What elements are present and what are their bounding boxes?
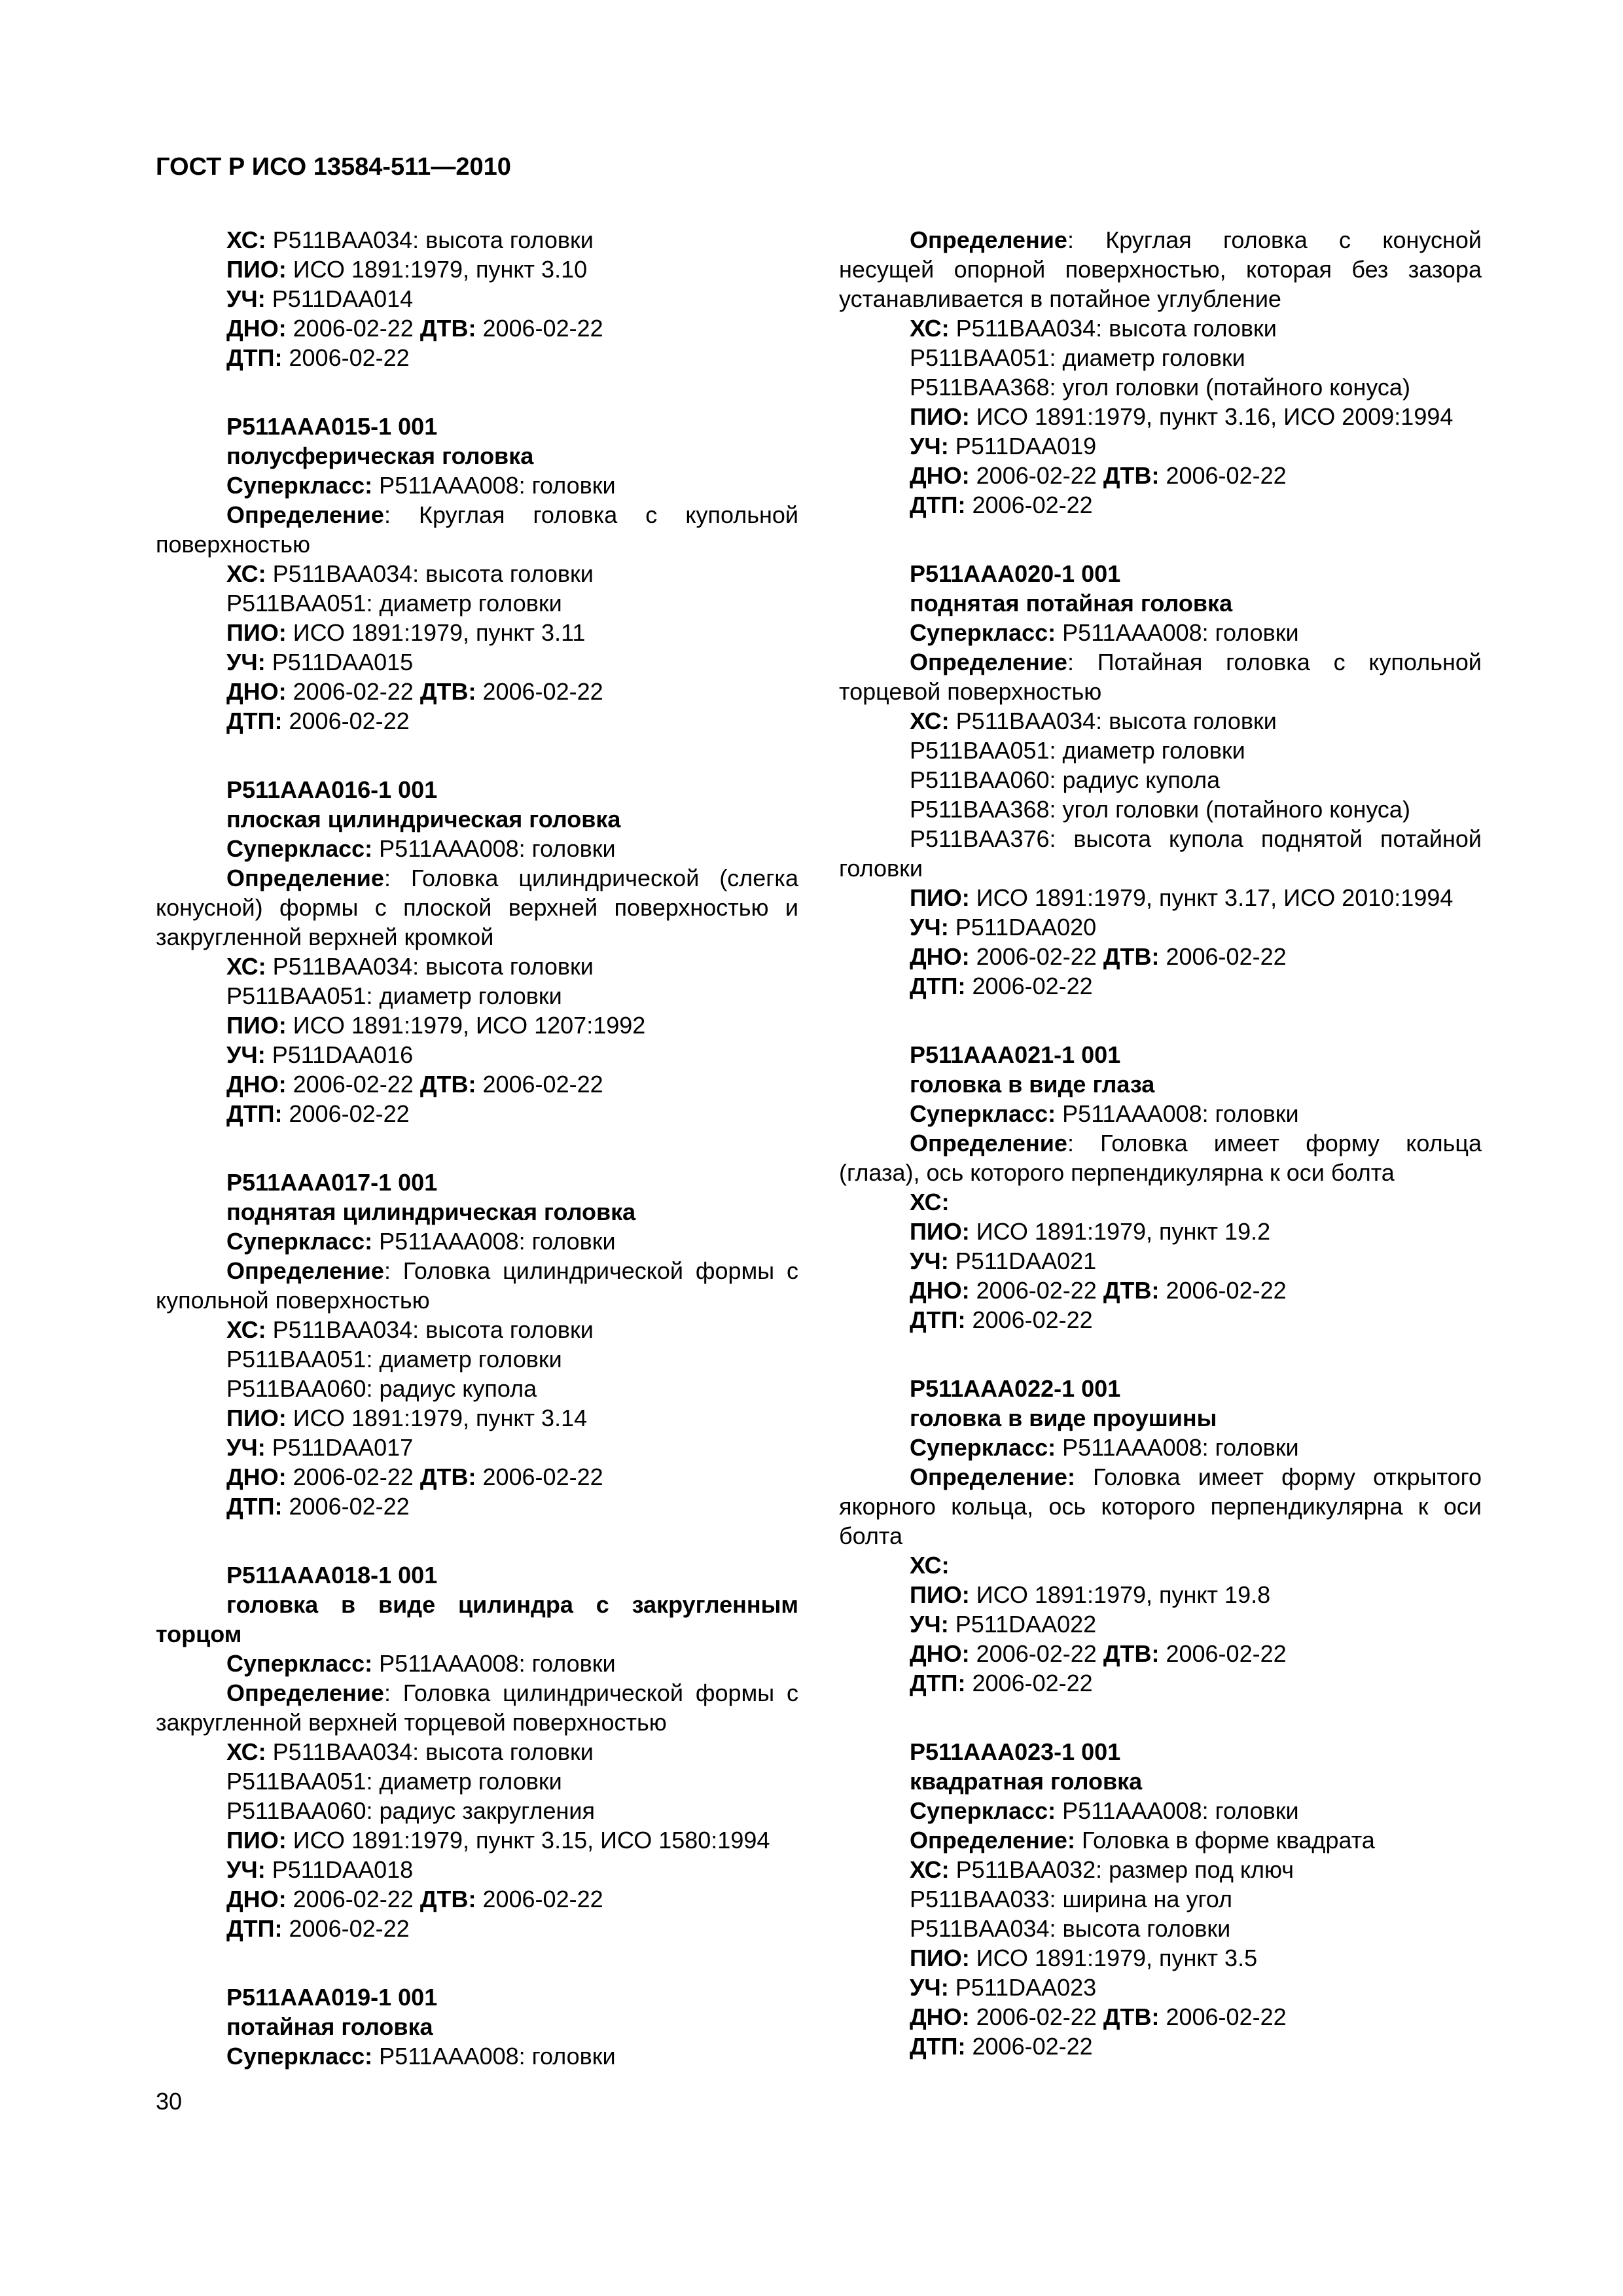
- uch-label: УЧ:: [226, 1856, 266, 1883]
- dtv-value: 2006-02-22: [1166, 462, 1287, 489]
- definition-text: : Головка имеет форму кольца (глаза), ось которого перпендикулярна к оси болта: [839, 1130, 1482, 1186]
- superclass-value: P511AAA008: головки: [379, 1228, 616, 1255]
- uch-label: УЧ:: [226, 285, 266, 312]
- superclass-value: P511AAA008: головки: [379, 1650, 616, 1677]
- dtv-value: 2006-02-22: [482, 678, 603, 705]
- hc-value: P511BAA051: диаметр головки: [226, 1346, 562, 1372]
- uch-label: УЧ:: [226, 1041, 266, 1068]
- entry-code: P511AAA023-1 001: [910, 1738, 1121, 1765]
- entry-p511aaa019: [156, 1982, 798, 2071]
- hc-value: P511BAA060: радиус купола: [910, 766, 1221, 793]
- dtp-value: 2006-02-22: [972, 973, 1093, 999]
- dtp-value: 2006-02-22: [972, 492, 1093, 518]
- dtv-label: ДТВ:: [1103, 1640, 1160, 1667]
- dtp-value: 2006-02-22: [289, 708, 410, 734]
- pio-label: ПИО:: [226, 1012, 287, 1039]
- dno-label: ДНО:: [226, 1071, 287, 1098]
- dno-label: ДНО:: [910, 462, 970, 489]
- entry-continuation-014: [156, 225, 798, 372]
- entry-p511aaa018: [156, 1560, 798, 1943]
- uch-value: P511DAA015: [272, 649, 414, 675]
- dno-value: 2006-02-22: [293, 678, 414, 705]
- dtp-label: ДТП:: [910, 492, 966, 518]
- pio-label: ПИО:: [226, 256, 287, 283]
- dno-label: ДНО:: [226, 315, 287, 342]
- entry-name: головка в виде глаза: [910, 1071, 1155, 1098]
- pio-value: ИСО 1891:1979, пункт 3.11: [293, 619, 586, 646]
- hc-label: ХС:: [910, 1552, 950, 1579]
- entry-p511aaa017: [156, 1168, 798, 1521]
- entry-name: квадратная головка: [910, 1768, 1143, 1795]
- dtv-label: ДТВ:: [1103, 2003, 1160, 2030]
- dtv-label: ДТВ:: [419, 1886, 476, 1912]
- definition: [839, 647, 1482, 706]
- superclass-label: Суперкласс:: [226, 1228, 373, 1255]
- pio-label: ПИО:: [226, 1405, 287, 1431]
- uch-value: P511DAA017: [272, 1434, 414, 1461]
- hc-label: ХС:: [226, 1738, 266, 1765]
- right-column: [839, 225, 1482, 2061]
- hc-value: P511BAA368: угол головки (потайного конуса): [910, 374, 1410, 401]
- dtp-value: 2006-02-22: [972, 2033, 1093, 2060]
- hc-value: P511BAA033: ширина на угол: [910, 1886, 1233, 1912]
- hc-value: P511BAA051: диаметр головки: [910, 344, 1245, 371]
- dtp-value: 2006-02-22: [289, 344, 410, 371]
- hc-value: P511BAA376: высота купола поднятой потайной головки: [839, 825, 1482, 882]
- pio-value: ИСО 1891:1979, пункт 3.15, ИСО 1580:1994: [293, 1827, 770, 1854]
- definition-text: : Головка цилиндрической (слегка конусной) формы с плоской верхней поверхностью и закругленной верхней кромкой: [156, 865, 798, 950]
- dno-value: 2006-02-22: [976, 1640, 1097, 1667]
- dtp-label: ДТП:: [910, 1670, 966, 1696]
- dtp-label: ДТП:: [226, 344, 283, 371]
- entry-code: P511AAA017-1 001: [226, 1169, 438, 1196]
- entry-name: поднятая цилиндрическая головка: [226, 1198, 636, 1225]
- dtv-label: ДТВ:: [1103, 462, 1160, 489]
- definition-label: Определение: [226, 1257, 384, 1284]
- entry-name: потайная головка: [226, 2013, 433, 2040]
- uch-label: УЧ:: [910, 1974, 949, 2001]
- definition-text: : Потайная головка с купольной торцевой поверхностью: [839, 649, 1482, 705]
- dno-value: 2006-02-22: [293, 1886, 414, 1912]
- hc-value: P511BAA051: диаметр головки: [910, 737, 1245, 764]
- entry-name: поднятая потайная головка: [910, 590, 1233, 617]
- entry-p511aaa016: [156, 775, 798, 1128]
- uch-label: УЧ:: [910, 433, 949, 459]
- definition-text: : Круглая головка с купольной поверхностью: [156, 501, 798, 558]
- superclass-label: Суперкласс:: [226, 1650, 373, 1677]
- entry-code: P511AAA015-1 001: [226, 413, 438, 440]
- pio-value: ИСО 1891:1979, пункт 19.2: [976, 1218, 1271, 1245]
- pio-label: ПИО:: [910, 884, 970, 911]
- definition-text: Головка в форме квадрата: [1075, 1827, 1375, 1854]
- uch-value: P511DAA018: [272, 1856, 414, 1883]
- superclass-value: P511AAA008: головки: [1062, 1434, 1299, 1461]
- document-header: ГОСТ Р ИСО 13584-511—2010: [156, 153, 511, 181]
- dtp-label: ДТП:: [226, 1100, 283, 1127]
- dno-value: 2006-02-22: [976, 943, 1097, 970]
- hc-value: P511BAA034: высота головки: [955, 708, 1277, 734]
- pio-value: ИСО 1891:1979, пункт 3.5: [976, 1945, 1258, 1971]
- dno-label: ДНО:: [910, 1640, 970, 1667]
- superclass-value: P511AAA008: головки: [1062, 1797, 1299, 1824]
- dtv-value: 2006-02-22: [482, 1886, 603, 1912]
- dtv-label: ДТВ:: [1103, 943, 1160, 970]
- hc-label: ХС:: [226, 953, 266, 980]
- dtv-value: 2006-02-22: [482, 315, 603, 342]
- dno-label: ДНО:: [910, 2003, 970, 2030]
- definition: [156, 500, 798, 559]
- hc-label: ХС:: [226, 560, 266, 587]
- definition-label: Определение: [910, 1130, 1067, 1157]
- entry-code: P511AAA022-1 001: [910, 1375, 1121, 1402]
- entry-code: P511AAA018-1 001: [226, 1562, 438, 1588]
- hc-value: P511BAA034: высота головки: [272, 560, 594, 587]
- dtv-value: 2006-02-22: [1166, 1277, 1287, 1304]
- hc-label: ХС:: [226, 1316, 266, 1343]
- definition: [839, 1128, 1482, 1187]
- hc-value: P511BAA368: угол головки (потайного конуса): [910, 796, 1410, 823]
- hc-value: P511BAA034: высота головки: [955, 315, 1277, 342]
- hc-value: P511BAA051: диаметр головки: [226, 982, 562, 1009]
- dtp-value: 2006-02-22: [289, 1493, 410, 1520]
- dtp-value: 2006-02-22: [289, 1100, 410, 1127]
- entry-code: P511AAA019-1 001: [226, 1984, 438, 2011]
- definition-label: Определение: [226, 865, 384, 891]
- dtp-label: ДТП:: [226, 708, 283, 734]
- dtv-value: 2006-02-22: [482, 1071, 603, 1098]
- dtp-value: 2006-02-22: [972, 1670, 1093, 1696]
- uch-label: УЧ:: [910, 1247, 949, 1274]
- superclass-value: P511AAA008: головки: [1062, 1100, 1299, 1127]
- dno-label: ДНО:: [910, 1277, 970, 1304]
- definition-label: Определение:: [910, 1827, 1075, 1854]
- definition-label: Определение:: [910, 1463, 1075, 1490]
- entry-p511aaa022: [839, 1374, 1482, 1698]
- entry-code: P511AAA020-1 001: [910, 560, 1121, 587]
- hc-value: P511BAA034: высота головки: [910, 1915, 1231, 1942]
- hc-value: P511BAA034: высота головки: [272, 953, 594, 980]
- entry-name: плоская цилиндрическая головка: [226, 806, 621, 833]
- dtv-label: ДТВ:: [419, 315, 476, 342]
- page-number: 30: [156, 2088, 183, 2115]
- dtp-value: 2006-02-22: [972, 1306, 1093, 1333]
- dtv-value: 2006-02-22: [1166, 2003, 1287, 2030]
- dno-label: ДНО:: [226, 1463, 287, 1490]
- dtp-label: ДТП:: [226, 1493, 283, 1520]
- superclass-label: Суперкласс:: [226, 835, 373, 862]
- hc-label: ХС:: [910, 315, 950, 342]
- superclass-label: Суперкласс:: [226, 2043, 373, 2070]
- hc-label: ХС:: [910, 1189, 950, 1215]
- uch-value: P511DAA014: [272, 285, 414, 312]
- uch-value: P511DAA022: [955, 1611, 1097, 1638]
- uch-label: УЧ:: [226, 649, 266, 675]
- hc-value: P511BAA060: радиус купола: [226, 1375, 537, 1402]
- dtp-label: ДТП:: [910, 973, 966, 999]
- pio-label: ПИО:: [910, 1945, 970, 1971]
- dtv-value: 2006-02-22: [1166, 943, 1287, 970]
- uch-label: УЧ:: [910, 1611, 949, 1638]
- entry-p511aaa015: [156, 412, 798, 736]
- entry-name: полусферическая головка: [226, 442, 534, 469]
- entry-continuation-019: [839, 225, 1482, 520]
- superclass-label: Суперкласс:: [910, 1434, 1056, 1461]
- hc-label: ХС:: [910, 708, 950, 734]
- dtp-label: ДТП:: [226, 1915, 283, 1942]
- dtv-label: ДТВ:: [419, 1463, 476, 1490]
- uch-label: УЧ:: [226, 1434, 266, 1461]
- dno-label: ДНО:: [226, 1886, 287, 1912]
- superclass-label: Суперкласс:: [226, 472, 373, 499]
- dno-value: 2006-02-22: [293, 1463, 414, 1490]
- uch-value: P511DAA019: [955, 433, 1097, 459]
- pio-label: ПИО:: [226, 1827, 287, 1854]
- definition-label: Определение: [910, 226, 1067, 253]
- hc-value: P511BAA032: размер под ключ: [955, 1856, 1294, 1883]
- dtv-label: ДТВ:: [1103, 1277, 1160, 1304]
- definition: [839, 225, 1482, 314]
- entry-code: P511AAA016-1 001: [226, 776, 438, 803]
- hc-value: P511BAA034: высота головки: [272, 226, 594, 253]
- superclass-value: P511AAA008: головки: [379, 2043, 616, 2070]
- uch-value: P511DAA021: [955, 1247, 1097, 1274]
- definition-text: : Головка цилиндрической формы с купольной поверхностью: [156, 1257, 798, 1314]
- definition-label: Определение: [226, 1679, 384, 1706]
- dno-value: 2006-02-22: [293, 315, 414, 342]
- uch-label: УЧ:: [910, 914, 949, 941]
- entry-p511aaa021: [839, 1040, 1482, 1335]
- definition-text: Головка имеет форму открытого якорного кольца, ось которого перпендикулярна к оси болта: [839, 1463, 1482, 1549]
- dno-label: ДНО:: [910, 943, 970, 970]
- superclass-value: P511AAA008: головки: [379, 835, 616, 862]
- dtp-label: ДТП:: [910, 2033, 966, 2060]
- definition: [156, 1256, 798, 1315]
- entry-p511aaa023: [839, 1737, 1482, 2061]
- superclass-label: Суперкласс:: [910, 1100, 1056, 1127]
- dtp-value: 2006-02-22: [289, 1915, 410, 1942]
- hc-value: P511BAA034: высота головки: [272, 1316, 594, 1343]
- uch-value: P511DAA020: [955, 914, 1097, 941]
- definition-label: Определение: [226, 501, 384, 528]
- definition-text: : Головка цилиндрической формы с закругленной верхней торцевой поверхностью: [156, 1679, 798, 1736]
- definition: [156, 1678, 798, 1737]
- definition-label: Определение: [910, 649, 1067, 675]
- pio-label: ПИО:: [910, 1581, 970, 1608]
- pio-label: ПИО:: [226, 619, 287, 646]
- dtv-value: 2006-02-22: [482, 1463, 603, 1490]
- hc-value: P511BAA034: высота головки: [272, 1738, 594, 1765]
- dtv-value: 2006-02-22: [1166, 1640, 1287, 1667]
- uch-value: P511DAA016: [272, 1041, 414, 1068]
- definition-text: : Круглая головка с конусной несущей опорной поверхностью, которая без зазора устанавливается в потайное углубление: [839, 226, 1482, 312]
- dno-value: 2006-02-22: [293, 1071, 414, 1098]
- hc-value: P511BAA051: диаметр головки: [226, 590, 562, 617]
- pio-value: ИСО 1891:1979, пункт 19.8: [976, 1581, 1271, 1608]
- pio-value: ИСО 1891:1979, пункт 3.14: [293, 1405, 588, 1431]
- pio-value: ИСО 1891:1979, пункт 3.16, ИСО 2009:1994: [976, 403, 1454, 430]
- entry-name: головка в виде проушины: [910, 1405, 1217, 1431]
- left-column: [156, 225, 798, 2071]
- pio-label: ПИО:: [910, 403, 970, 430]
- superclass-label: Суперкласс:: [910, 619, 1056, 646]
- uch-value: P511DAA023: [955, 1974, 1097, 2001]
- dno-value: 2006-02-22: [976, 462, 1097, 489]
- definition: [156, 863, 798, 952]
- pio-label: ПИО:: [910, 1218, 970, 1245]
- pio-value: ИСО 1891:1979, пункт 3.10: [293, 256, 588, 283]
- pio-value: ИСО 1891:1979, ИСО 1207:1992: [293, 1012, 646, 1039]
- dtp-label: ДТП:: [910, 1306, 966, 1333]
- hc-label: ХС:: [226, 226, 266, 253]
- pio-value: ИСО 1891:1979, пункт 3.17, ИСО 2010:1994: [976, 884, 1454, 911]
- dno-label: ДНО:: [226, 678, 287, 705]
- entry-code: P511AAA021-1 001: [910, 1041, 1121, 1068]
- definition: [839, 1462, 1482, 1551]
- hc-value: P511BAA051: диаметр головки: [226, 1768, 562, 1795]
- dtv-label: ДТВ:: [419, 678, 476, 705]
- superclass-value: P511AAA008: головки: [1062, 619, 1299, 646]
- entry-p511aaa020: [839, 559, 1482, 1001]
- dno-value: 2006-02-22: [976, 2003, 1097, 2030]
- superclass-label: Суперкласс:: [910, 1797, 1056, 1824]
- dno-value: 2006-02-22: [976, 1277, 1097, 1304]
- dtv-label: ДТВ:: [419, 1071, 476, 1098]
- superclass-value: P511AAA008: головки: [379, 472, 616, 499]
- hc-value: P511BAA060: радиус закругления: [226, 1797, 596, 1824]
- hc-label: ХС:: [910, 1856, 950, 1883]
- entry-name: головка в виде цилиндра с закругленным торцом: [156, 1591, 798, 1647]
